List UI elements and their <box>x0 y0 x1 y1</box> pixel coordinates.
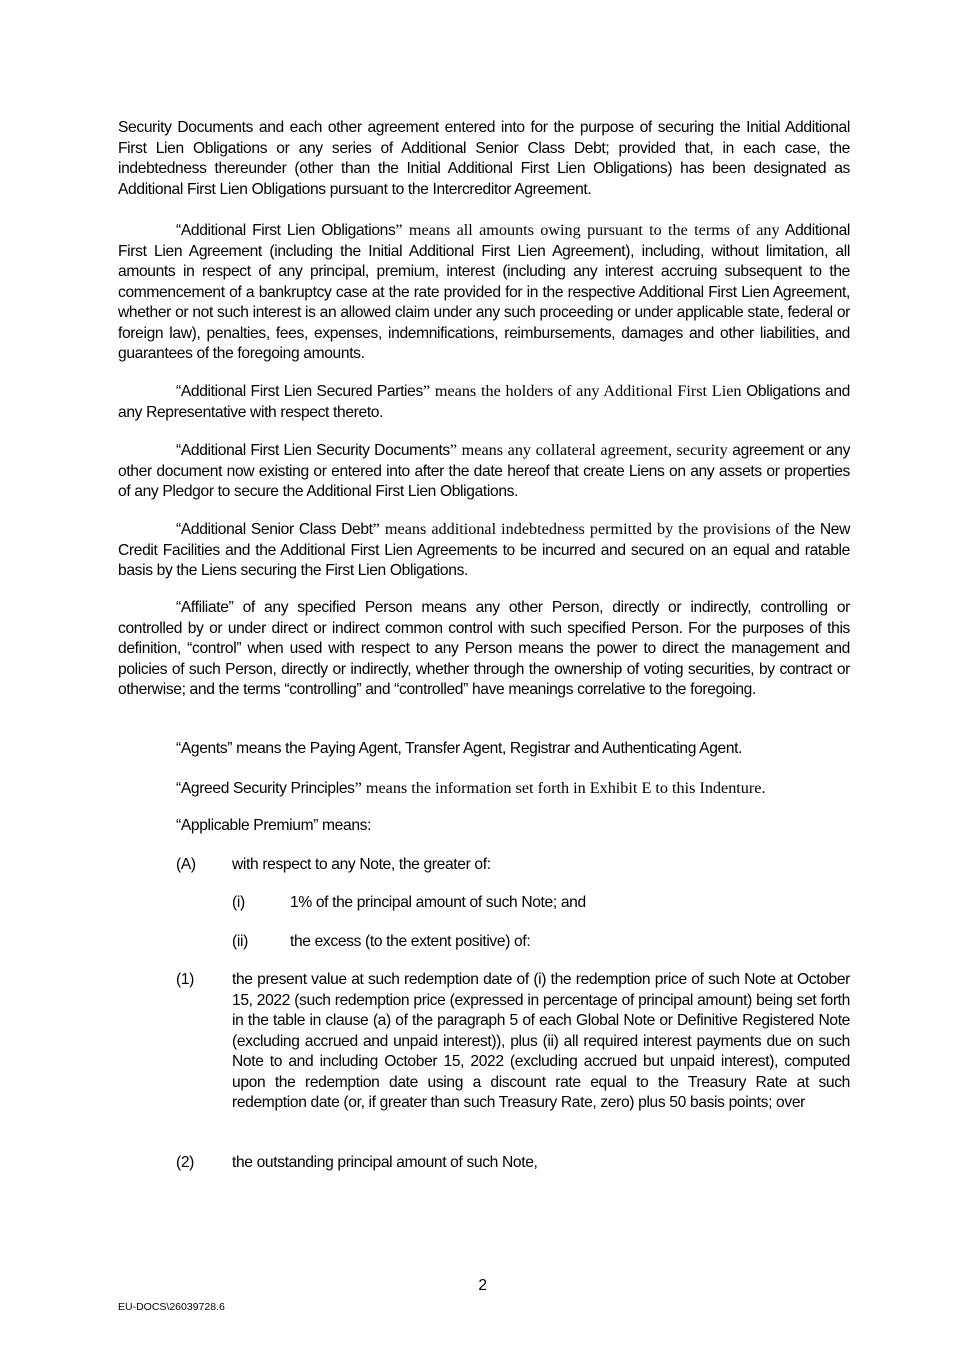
list-item-2-text: the outstanding principal amount of such Note, <box>232 1154 538 1171</box>
list-marker-2: (2) <box>176 1154 195 1171</box>
list-marker-i: (i) <box>232 894 245 911</box>
definition-body: Additional First Lien Agreement (including the Initial Additional First Lien Agreement), including, without limitation, all amounts in respect of any principal, premium, interest (including any interest accruing subsequent to the commencement of a bankruptcy case at the rate provided for in the respective Additional First Lien Agreement, whether or not such interest is an allowed claim under any such proceeding or under applicable state, federal or foreign law), penalties, fees, expenses, indemnifications, reimbursements, damages and other liabilities, and guarantees of the foregoing amounts. <box>118 222 851 362</box>
definition-affiliate: “Affiliate” of any specified Person means any other Person, directly or indirectly, controlling or controlled by or under direct or indirect common control with such specified Person. For the purposes of this definition, “control” when used with respect to any Person means the power to direct the management and policies of such Person, directly or indirectly, whether through the ownership of voting securities, by contract or otherwise; and the terms “controlling” and “controlled” have meanings correlative to the foregoing. <box>118 599 850 698</box>
definition-additional-first-lien-secured-parties <box>118 381 850 423</box>
page-number: 2 <box>478 1277 487 1294</box>
list-item-A-text: with respect to any Note, the greater of: <box>232 856 491 873</box>
definition-additional-first-lien-security-documents <box>118 440 850 503</box>
definition-applicable-premium: “Applicable Premium” means: <box>176 817 372 834</box>
intro-paragraph: Security Documents and each other agreement entered into for the purpose of securing the Initial Additional First Lien Obligations or any series of Additional Senior Class Debt; provided that, in each case, the indebtedness thereunder (other than the Initial Additional First Lien Obligations) has been designated as Additional First Lien Obligations pursuant to the Intercreditor Agreement. <box>118 119 850 198</box>
definition-body: the New Credit Facilities and the Additional First Lien Agreements to be incurred and secured on an equal and ratable basis by the Liens securing the First Lien Obligations. <box>118 521 850 579</box>
defined-term: “Additional First Lien Secured Parties <box>176 383 423 400</box>
definition-additional-senior-class-debt <box>118 519 850 582</box>
list-item-1-text: the present value at such redemption date of (i) the redemption price of such Note at October 15, 2022 (such redemption price (expressed in percentage of principal amount) being set forth in the table in clause (a) of the paragraph 5 of each Global Note or Definitive Registered Note (excluding accrued and unpaid interest)), plus (ii) all required interest payments due on such Note to and including October 15, 2022 (excluding accrued but unpaid interest), computed upon the redemption date using a discount rate equal to the Treasury Rate at such redemption date (or, if greater than such Treasury Rate, zero) plus 50 basis points; over <box>232 971 850 1111</box>
list-item-ii-text: the excess (to the extent positive) of: <box>290 933 531 950</box>
definition-lead-in: ” means all amounts owing pursuant to the terms of any <box>395 221 780 239</box>
defined-term: “Agreed Security Principles <box>176 780 355 797</box>
document-reference: EU-DOCS\26039728.6 <box>118 1301 225 1313</box>
definition-agreed-security-principles <box>176 778 766 800</box>
definition-lead-in: ” means any collateral agreement, security <box>449 441 728 459</box>
list-marker-A: (A) <box>176 856 196 873</box>
list-item-i-text: 1% of the principal amount of such Note; and <box>290 894 586 911</box>
defined-term: “Additional First Lien Obligations <box>176 222 396 239</box>
definition-lead-in: ” means the holders of any Additional First Lien <box>422 382 742 400</box>
definition-body: agreement or any other document now existing or entered into after the date hereof that create Liens on any assets or properties of any Pledgor to secure the Additional First Lien Obligations. <box>118 442 851 500</box>
list-marker-ii: (ii) <box>232 933 248 950</box>
definition-body: Obligations and any Representative with respect thereto. <box>118 383 850 421</box>
definition-lead-in: ” means additional indebtedness permitted by the provisions of <box>372 520 790 538</box>
defined-term: “Additional First Lien Security Documents <box>176 442 450 459</box>
definition-lead-in: ” means the information set forth in Exhibit E to this Indenture. <box>354 779 766 797</box>
definition-agents: “Agents” means the Paying Agent, Transfer Agent, Registrar and Authenticating Agent. <box>176 740 743 757</box>
defined-term: “Additional Senior Class Debt <box>176 521 373 538</box>
definition-additional-first-lien-obligations <box>118 220 850 365</box>
list-marker-1: (1) <box>176 971 195 988</box>
